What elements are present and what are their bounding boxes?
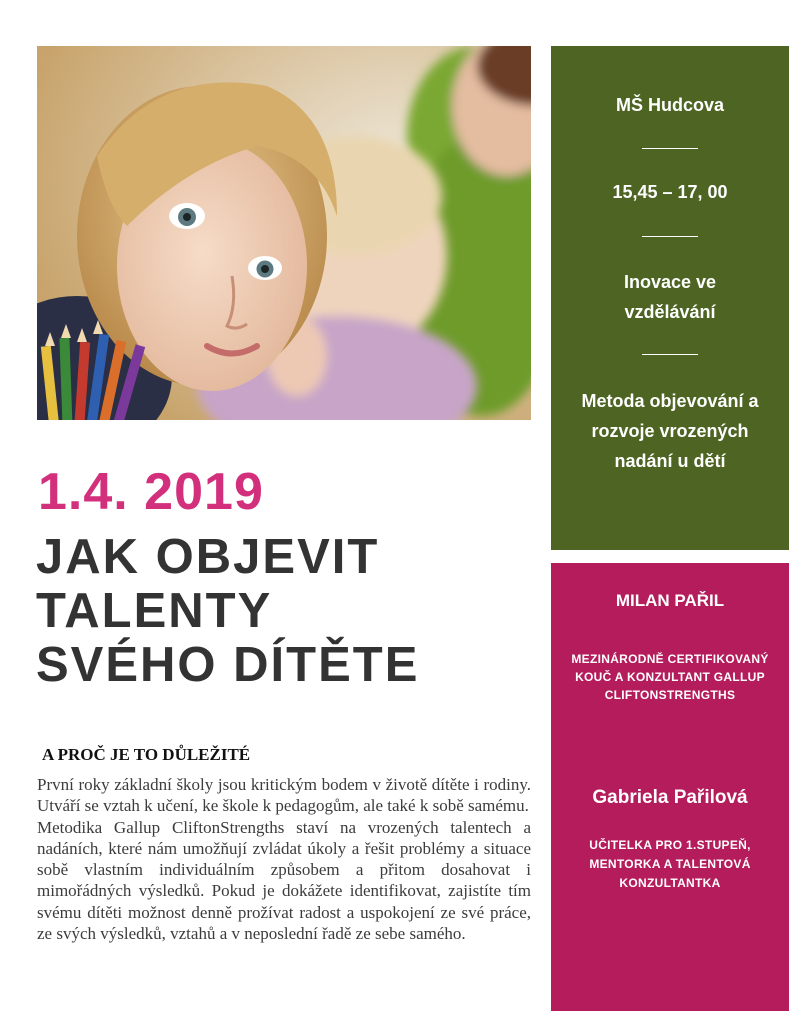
children-photo-illustration [37,46,531,420]
method-text: Metoda objevování a rozvoje vrozených nadání u dětí [581,391,759,471]
body-paragraph: První roky základní školy jsou kritickým bodem v životě dítěte i rodiny. Utváří se vztah k učení, ke škole k pedagogům, ale také k sobě samému. [37,775,531,816]
event-date: 1.4. 2019 [38,463,264,521]
topic-text: Inovace ve vzdělávání [623,272,717,322]
time-text: 15,45 – 17, 00 [612,182,728,202]
title-line: JAK OBJEVIT [36,530,380,584]
body-text [37,774,531,944]
speaker-name: MILAN PAŘIL [615,591,725,610]
speaker-role: UČITELKA PRO 1.STUPEŇ, MENTORKA A TALENTOVÁ KONZULTANTKA [589,838,751,890]
subheading: A PROČ JE TO DŮLEŽITÉ [42,745,251,764]
info-box [551,46,789,550]
title-line: SVÉHO DÍTĚTE [36,638,420,692]
page-title [36,530,536,692]
title-line: TALENTY [36,584,273,638]
speakers-box [551,563,789,1011]
body-paragraph: Metodika Gallup CliftonStrengths staví na vrozených talentech a nadáních, které nám umožňují zvládat úkoly a řešit problémy a situace sobě vlastním individuálním způsobem a přitom dosahovat i mimořádných výsledků. Pokud je dokážete identifikovat, zajistíte tím svému dítěti možnost denně prožívat radost a uspokojení ze své práce, ze svých výsledků, vztahů a v neposlední řadě ze sebe samého. [37,817,531,944]
hero-photo [37,46,531,420]
divider [642,148,698,149]
location-text: MŠ Hudcova [615,95,725,115]
speaker-name: Gabriela Pařilová [592,787,748,808]
speaker-role: MEZINÁRODNĚ CERTIFIKOVANÝ KOUČ A KONZULTANT GALLUP CLIFTONSTRENGTHS [571,652,769,702]
divider [642,236,698,237]
divider [642,354,698,355]
